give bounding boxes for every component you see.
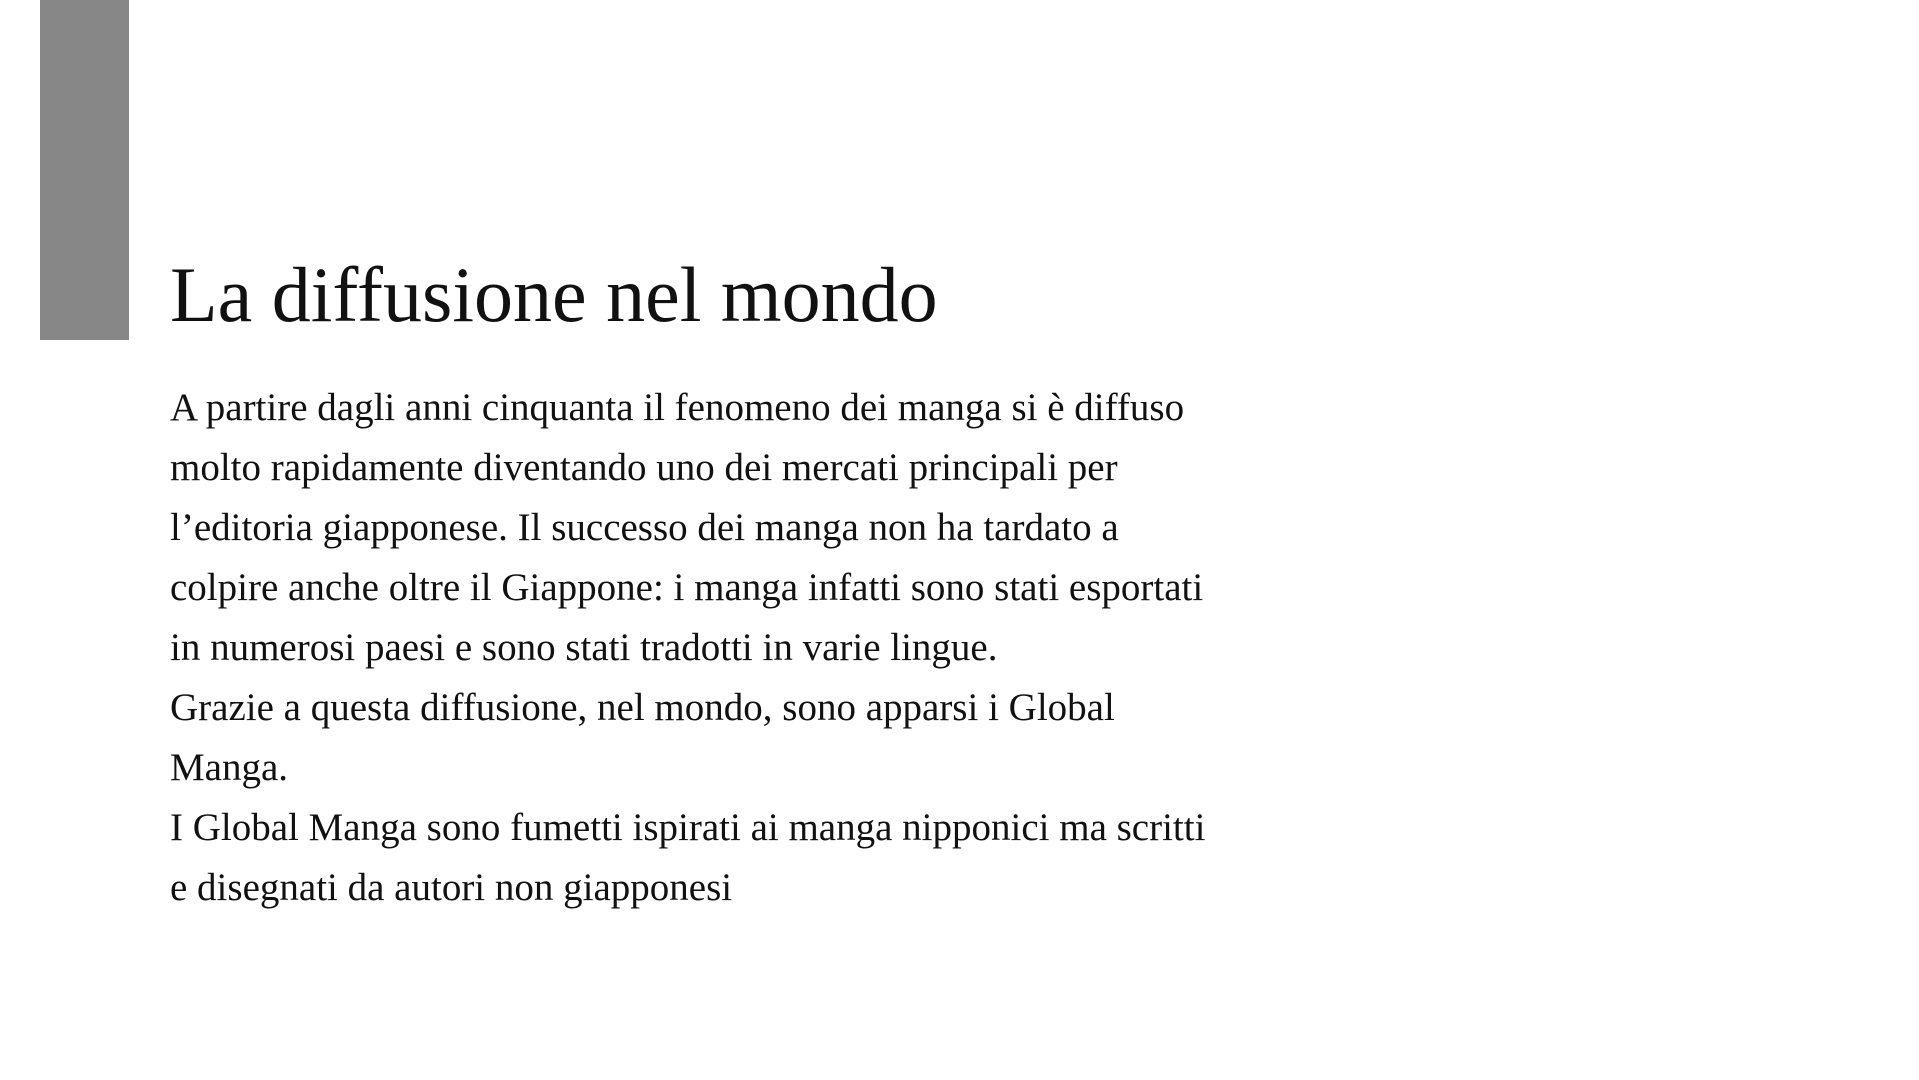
body-line: l’editoria giapponese. Il successo dei manga non ha tardato a [170, 506, 1119, 549]
body-line: Grazie a questa diffusione, nel mondo, sono apparsi i Global [170, 686, 1115, 729]
body-line: molto rapidamente diventando uno dei mercati principali per [170, 446, 1118, 489]
body-line: in numerosi paesi e sono stati tradotti in varie lingue. [170, 626, 998, 669]
slide-body-text [170, 378, 1370, 918]
body-line: I Global Manga sono fumetti ispirati ai manga nipponici ma scritti [170, 806, 1206, 849]
slide-title: La diffusione nel mondo [170, 251, 938, 338]
body-line: Manga. [170, 746, 289, 789]
accent-bar [40, 0, 129, 340]
body-line: e disegnati da autori non giapponesi [170, 866, 733, 909]
body-line: A partire dagli anni cinquanta il fenomeno dei manga si è diffuso [170, 386, 1185, 429]
body-line: colpire anche oltre il Giappone: i manga infatti sono stati esportati [170, 566, 1204, 609]
